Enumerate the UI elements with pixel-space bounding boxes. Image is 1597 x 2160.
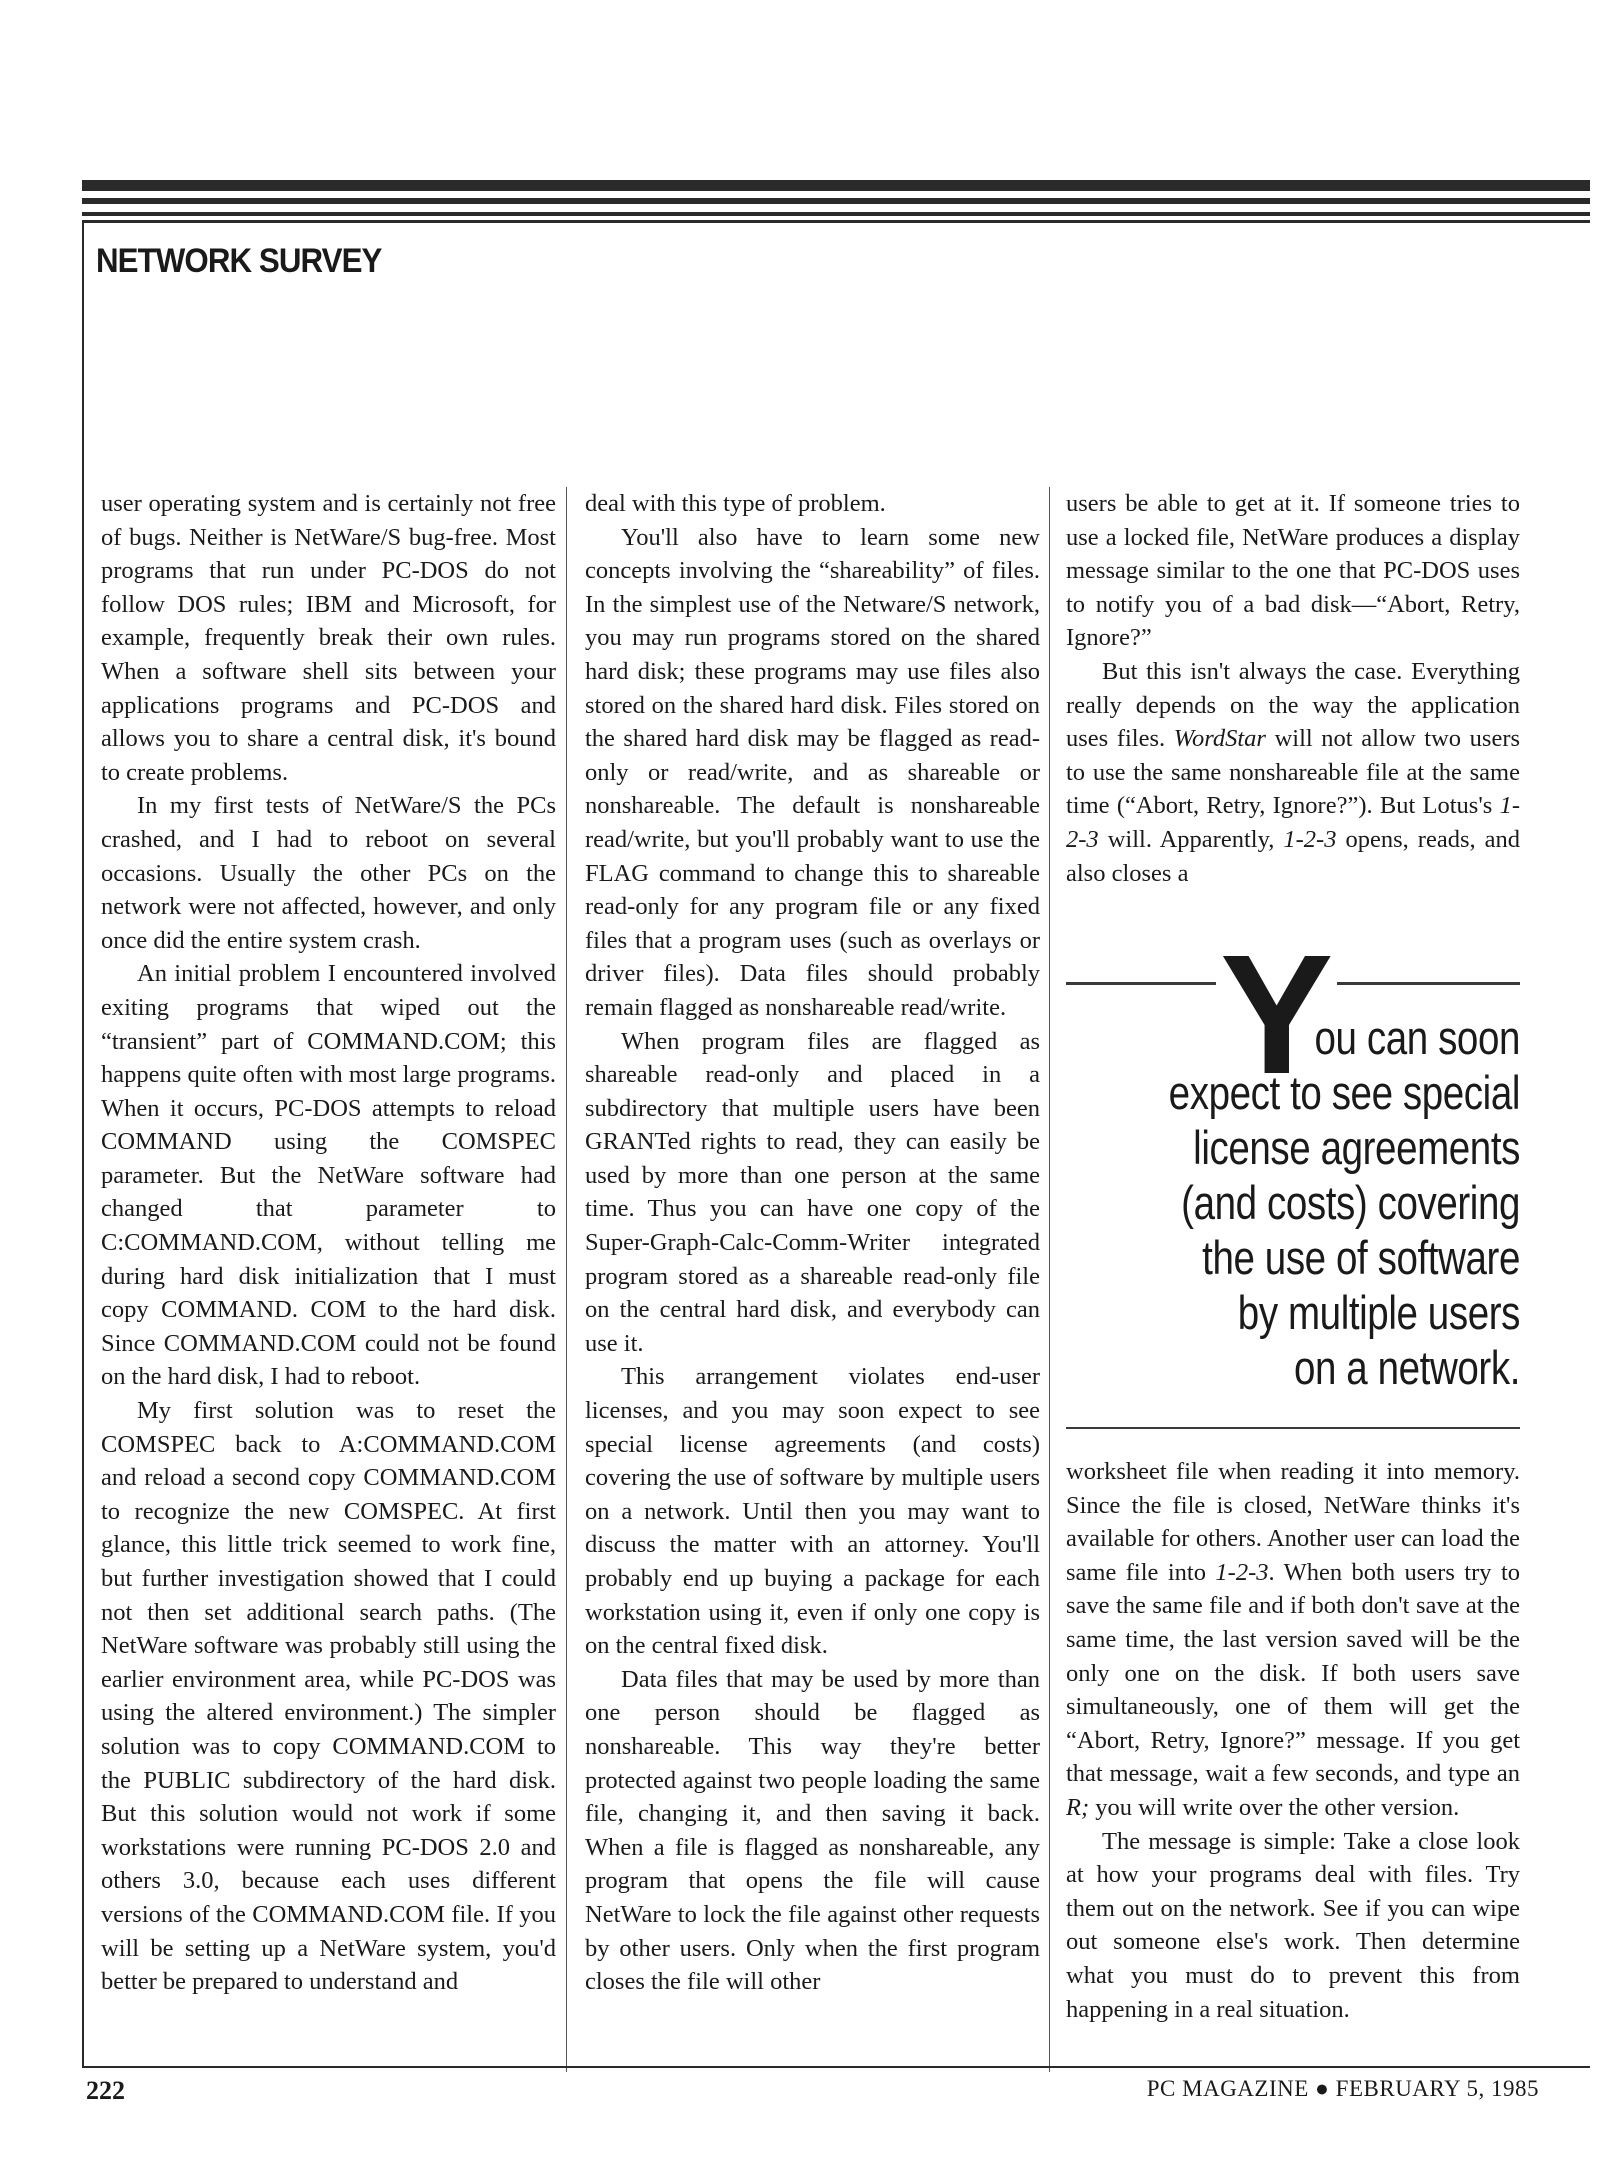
text-run: will. Apparently,	[1107, 825, 1275, 853]
paragraph: deal with this type of problem.	[585, 490, 886, 517]
header-rule-hairline	[82, 220, 1590, 223]
pull-quote-bottom-rule	[1066, 1427, 1520, 1429]
keystroke: R;	[1066, 1793, 1090, 1821]
paragraph	[1066, 1455, 1520, 1825]
paragraph: users be able to get at it. If someone tries to use a locked file, NetWare produces a display message similar to the one that PC-DOS uses to notify you of a bad disk—“Abort, Retry, Ignore?”	[1066, 490, 1520, 652]
pull-quote-line: on a network.	[1293, 1341, 1520, 1394]
paragraph: This arrangement violates end-user licenses, and you may soon expect to see special license agreements (and costs) covering the use of software by multiple users on a network. Until then you may want to discuss the matter with an attorney. You'll probably end up buying a package for each workstation using it, even if only one copy is on the central fixed disk.	[585, 1363, 1040, 1660]
section-title: NETWORK SURVEY	[96, 242, 382, 280]
paragraph: Data files that may be used by more than one person should be flagged as nonshareable. This way they're better protected against two people loading the same file, changing it, and then saving it back. When a file is flagged as nonshareable, any program that opens the file will cause NetWare to lock the file against other requests by other users. Only when the first program closes the file will other	[585, 1665, 1040, 1996]
paragraph: The message is simple: Take a close look at how your programs deal with files. Try them out on the network. See if you can wipe out someone else's work. Then determine what you must do to prevent this from happening in a real situation.	[1066, 1827, 1520, 2023]
paragraph	[1066, 655, 1520, 890]
pull-quote-line: (and costs) covering	[1181, 1176, 1520, 1229]
paragraph: When program files are flagged as shareable read-only and placed in a subdirectory that multiple users have been GRANTed rights to read, they can easily be used by more than one person at the same time. Thus you can have one copy of the Super-Graph-Calc-Comm-Writer integrated program stored as a shareable read-only file on the central hard disk, and everybody can use it.	[585, 1027, 1040, 1357]
pull-quote-line: by multiple users	[1237, 1286, 1520, 1339]
product-name: WordStar	[1173, 725, 1266, 753]
article-column-3-bottom	[1066, 1455, 1520, 2026]
footer-rule	[82, 2066, 1590, 2068]
paragraph: An initial problem I encountered involved exiting programs that wiped out the “transient” part of COMMAND.COM; this happens quite often with most large programs. When it occurs, PC-DOS attempts to reload COMMAND using the COMSPEC parameter. But the NetWare software had changed that parameter to C:COMMAND.COM, without telling me during hard disk initialization that I must copy COMMAND. COM to the hard disk. Since COMMAND.COM could not be found on the hard disk, I had to reboot.	[101, 960, 556, 1391]
header-rule-thin	[82, 212, 1590, 216]
text-run: you will write over the other version.	[1095, 1793, 1460, 1821]
column-divider	[566, 487, 567, 2072]
product-name: 1-2-3	[1283, 825, 1337, 853]
pull-quote-line: ou can soon	[1314, 1011, 1520, 1064]
pull-quote-line: license agreements	[1193, 1121, 1520, 1174]
paragraph: user operating system and is certainly not free of bugs. Neither is NetWare/S bug-free. Most programs that run under PC-DOS do not follow DOS rules; IBM and Microsoft, for example, frequently break their own rules. When a software shell sits between your applications programs and PC-DOS and allows you to share a central disk, it's bound to create problems.	[101, 490, 556, 786]
text-run: will not allow two users to use the same nonshareable file at the same time (“Abort, Retry, Ignore?”). But Lotus's	[1066, 725, 1521, 820]
paragraph: You'll also have to learn some new concepts involving the “shareability” of files. In the simplest use of the Netware/S network, you may run programs stored on the shared hard disk; these programs may use files also stored on the shared hard disk. Files stored on the shared hard disk may be flagged as read-only or read/write, and as shareable or nonshareable. The default is nonshareable read/write, but you'll probably want to use the FLAG command to change this to shareable read-only for any program file or any fixed files that a program uses (such as overlays or driver files). Data files should probably remain flagged as nonshareable read/write.	[585, 523, 1040, 1021]
article-column-3-top	[1066, 487, 1520, 890]
left-margin-bar	[82, 222, 84, 2068]
product-name: 1-2-3	[1066, 792, 1520, 853]
paragraph: My first solution was to reset the COMSPEC back to A:COMMAND.COM and reload a second copy COMMAND.COM to recognize the new COMSPEC. At first glance, this little trick seemed to work fine, but further investigation showed that I could not then set additional search paths. (The NetWare software was probably still using the earlier environment area, while PC-DOS was using the altered environment.) The simpler solution was to copy COMMAND.COM to the PUBLIC subdirectory of the hard disk. But this solution would not work if some workstations were running PC-DOS 2.0 and others 3.0, because each uses different versions of the COMMAND.COM file. If you will be setting up a NetWare system, you'd better be prepared to understand and	[101, 1397, 556, 1996]
header-rule-thick	[82, 180, 1590, 191]
header-rule-medium	[82, 198, 1590, 204]
text-run: But this isn't always the case. Everything really depends on the way the application uses files.	[1066, 657, 1520, 753]
pull-quote-line: expect to see special	[1168, 1066, 1520, 1119]
product-name: 1-2-3	[1215, 1558, 1269, 1586]
pull-quote-line: the use of software	[1202, 1231, 1520, 1284]
article-column-2	[585, 487, 1040, 1999]
page-number: 222	[86, 2076, 125, 2105]
column-divider	[1049, 487, 1050, 2072]
text-run: worksheet file when reading it into memory. Since the file is closed, NetWare thinks it's available for others. Another user can load the same file into	[1066, 1458, 1520, 1586]
article-column-1	[101, 487, 556, 1999]
text-run: . When both users try to save the same file and if both don't save at the same time, the last version saved will be the only one on the disk. If both users save simultaneously, one of them will get the “Abort, Retry, Ignore?” message. If you get that message, wait a few seconds, and type an	[1066, 1558, 1520, 1788]
pull-quote	[1066, 920, 1520, 1435]
pull-quote-text	[1148, 1010, 1520, 1395]
pull-quote-drop-cap: Y	[1216, 930, 1337, 1100]
publication-footer: PC MAGAZINE ● FEBRUARY 5, 1985	[1146, 2076, 1539, 2101]
text-run: opens, reads, and also closes a	[1066, 825, 1521, 887]
paragraph: In my first tests of NetWare/S the PCs crashed, and I had to reboot on several occasions. Usually the other PCs on the network were not affected, however, and only once did the entire system crash.	[101, 792, 556, 954]
